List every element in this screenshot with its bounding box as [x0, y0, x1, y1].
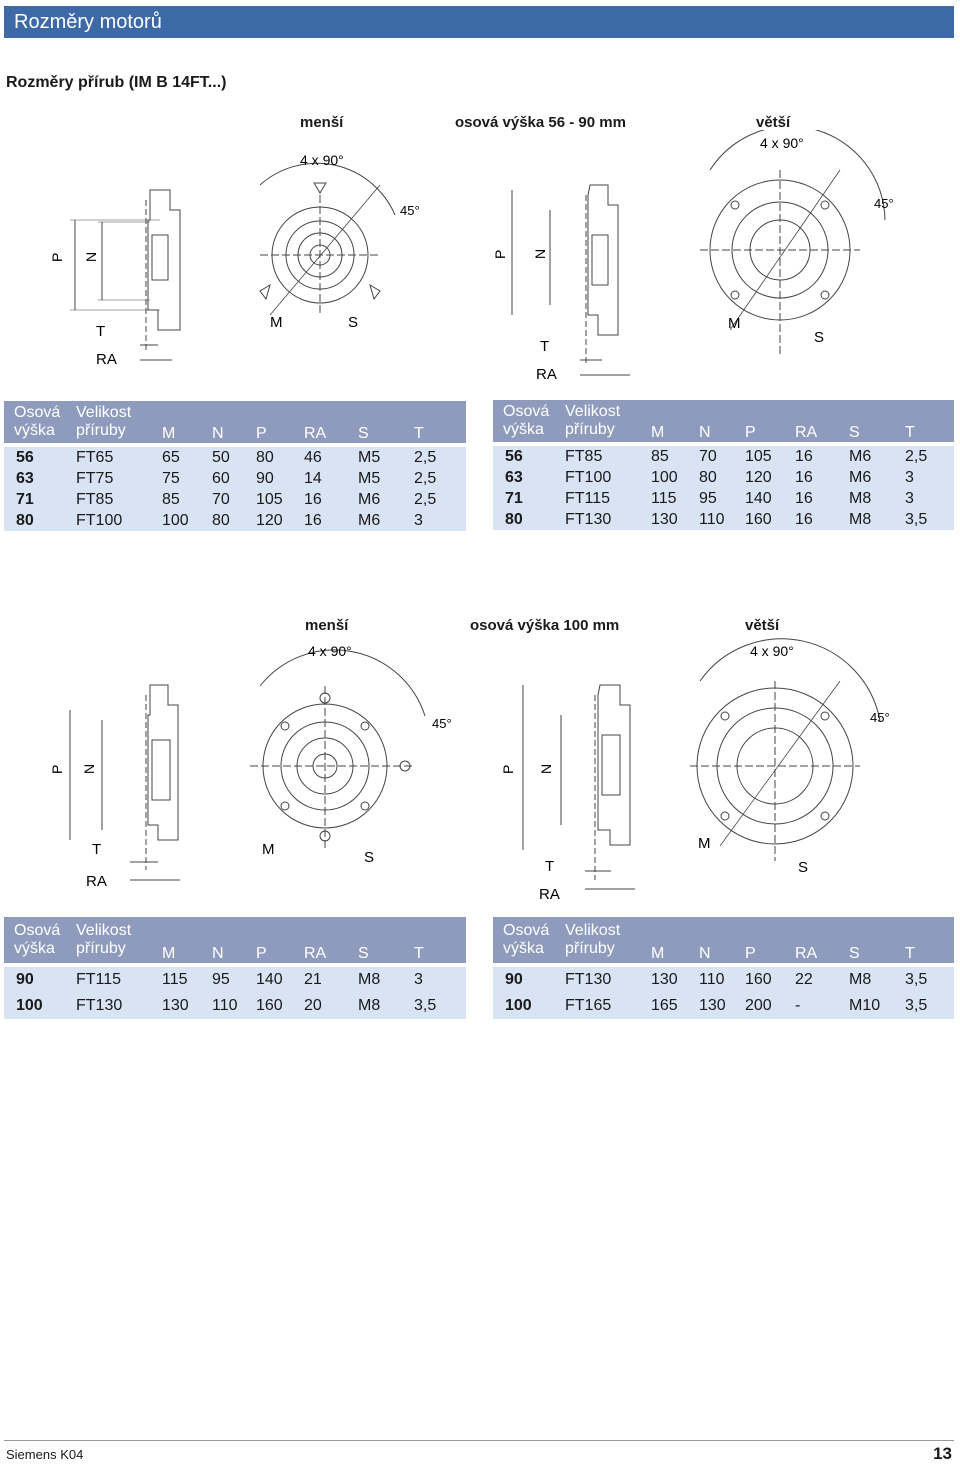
cell-value: 95 — [212, 971, 230, 988]
flange-side-drawing-small-2 — [40, 670, 220, 900]
col-header-m: M — [651, 945, 665, 962]
col-header-n: N — [212, 425, 224, 442]
col-header-flange: Velikost příruby — [565, 403, 621, 438]
cell-value: 16 — [795, 469, 813, 486]
dim-m-label: M — [270, 314, 283, 331]
dim-t-label: T — [96, 323, 106, 340]
table-row — [493, 446, 954, 467]
col-header-s: S — [358, 425, 369, 442]
cell-value: 120 — [745, 469, 772, 486]
dim-p-label: P — [492, 249, 508, 259]
dim-t-label: T — [545, 858, 555, 875]
cell-flange-size: FT100 — [565, 469, 612, 486]
dim-ra-label: RA — [536, 366, 557, 383]
col-header-t: T — [414, 945, 424, 962]
cell-value: - — [795, 997, 801, 1014]
table-row — [493, 488, 954, 509]
group2-smaller-label: menší — [305, 617, 349, 634]
col-header-s: S — [849, 424, 860, 441]
dim-table-body — [493, 442, 954, 530]
cell-value: M5 — [358, 470, 381, 487]
col-header-p: P — [256, 425, 267, 442]
cell-value: 22 — [795, 971, 813, 988]
cell-flange-size: FT130 — [76, 997, 123, 1014]
col-header-ra: RA — [795, 424, 818, 441]
cell-value: 2,5 — [414, 491, 437, 508]
flange-side-drawing-large-1 — [490, 165, 660, 390]
cell-value: 3,5 — [905, 511, 928, 528]
col-header-p: P — [256, 945, 267, 962]
cell-value: 110 — [212, 997, 238, 1014]
cell-flange-size: FT115 — [565, 490, 611, 507]
cell-value: M8 — [358, 971, 381, 988]
cell-value: 50 — [212, 449, 230, 466]
cell-value: 80 — [212, 512, 230, 529]
cell-value: 65 — [162, 449, 180, 466]
cell-flange-size: FT165 — [565, 997, 612, 1014]
cell-value: 3 — [414, 971, 423, 988]
cell-value: M8 — [358, 997, 381, 1014]
cell-value: M8 — [849, 511, 872, 528]
cell-value: 70 — [212, 491, 230, 508]
footer-publication: Siemens K04 — [6, 1447, 84, 1462]
dim-ra-label: RA — [539, 886, 560, 903]
col-header-m: M — [162, 945, 176, 962]
cell-value: M8 — [849, 971, 872, 988]
cell-value: 21 — [304, 971, 322, 988]
col-header-t: T — [905, 424, 915, 441]
table-row — [4, 447, 466, 468]
col-header-m: M — [162, 425, 176, 442]
cell-value: M5 — [358, 449, 381, 466]
table-row — [4, 993, 466, 1019]
cell-value: 75 — [162, 470, 180, 487]
cell-axis-height: 63 — [16, 470, 34, 487]
cell-axis-height: 90 — [505, 971, 523, 988]
col-header-ra: RA — [795, 945, 818, 962]
cell-value: 105 — [256, 491, 283, 508]
cell-value: 100 — [651, 469, 678, 486]
cell-value: 3,5 — [905, 971, 928, 988]
group2-larger-label: větší — [745, 617, 780, 634]
page-header — [4, 6, 954, 38]
cell-value: 3 — [414, 512, 423, 529]
col-header-ra: RA — [304, 425, 327, 442]
cell-value: 160 — [256, 997, 283, 1014]
col-header-n: N — [699, 424, 711, 441]
cell-value: 160 — [745, 511, 772, 528]
cell-flange-size: FT130 — [565, 511, 612, 528]
cell-value: 140 — [745, 490, 772, 507]
cell-value: 16 — [304, 491, 322, 508]
table-row — [4, 489, 466, 510]
cell-axis-height: 71 — [505, 490, 523, 507]
cell-value: 110 — [699, 971, 725, 988]
dim-t-label: T — [540, 338, 550, 355]
flange-front-drawing-large-2 — [680, 636, 895, 881]
cell-value: 100 — [162, 512, 189, 529]
dim-m-label: M — [728, 315, 741, 332]
cell-value: M6 — [849, 448, 872, 465]
dim-p-label: P — [500, 764, 516, 774]
dim-n-label: N — [81, 763, 97, 774]
holes-label: 4 x 90° — [308, 643, 352, 659]
cell-value: 16 — [795, 511, 813, 528]
dim-s-label: S — [364, 849, 375, 866]
cell-value: M8 — [849, 490, 872, 507]
cell-value: 16 — [795, 448, 813, 465]
col-header-p: P — [745, 945, 756, 962]
group1-larger-label: větší — [756, 114, 791, 131]
cell-value: 60 — [212, 470, 230, 487]
cell-value: 14 — [304, 470, 322, 487]
col-header-s: S — [849, 945, 860, 962]
dim-table-body — [493, 963, 954, 1019]
cell-value: 140 — [256, 971, 283, 988]
header-title: Rozměry motorů — [14, 11, 162, 33]
cell-value: 85 — [651, 448, 669, 465]
cell-value: 3,5 — [905, 997, 928, 1014]
cell-value: 2,5 — [905, 448, 928, 465]
dim-p-label: P — [49, 252, 65, 262]
table-row — [4, 468, 466, 489]
col-header-flange: Velikost příruby — [76, 922, 132, 957]
table-row — [493, 467, 954, 488]
cell-value: 95 — [699, 490, 717, 507]
angle-label: 45° — [432, 716, 452, 731]
group1-heading: osová výška 56 - 90 mm — [455, 114, 626, 131]
section-title: Rozměry přírub (IM B 14FT...) — [6, 74, 227, 91]
cell-value: M6 — [358, 491, 381, 508]
dim-s-label: S — [814, 329, 825, 346]
cell-value: 46 — [304, 449, 322, 466]
dim-table-body — [4, 443, 466, 531]
cell-value: 160 — [745, 971, 772, 988]
cell-flange-size: FT130 — [565, 971, 612, 988]
dim-ra-label: RA — [86, 873, 107, 890]
cell-value: 80 — [256, 449, 274, 466]
angle-label: 45° — [874, 196, 894, 211]
col-header-flange: Velikost příruby — [76, 404, 132, 439]
holes-label: 4 x 90° — [760, 135, 804, 151]
dim-p-label: P — [49, 764, 65, 774]
table-row — [493, 993, 954, 1019]
col-header-m: M — [651, 424, 665, 441]
holes-label: 4 x 90° — [300, 152, 344, 168]
dim-ra-label: RA — [96, 351, 117, 368]
cell-value: 90 — [256, 470, 274, 487]
flange-side-drawing-large-2 — [495, 675, 665, 905]
dim-m-label: M — [262, 841, 275, 858]
cell-axis-height: 100 — [16, 997, 43, 1014]
dim-t-label: T — [92, 841, 102, 858]
cell-value: M6 — [358, 512, 381, 529]
dim-n-label: N — [83, 251, 99, 262]
cell-flange-size: FT75 — [76, 470, 114, 487]
col-header-p: P — [745, 424, 756, 441]
table-row — [493, 509, 954, 530]
col-header-axis: Osová výška — [14, 404, 61, 439]
table-row — [4, 510, 466, 531]
cell-axis-height: 56 — [16, 449, 34, 466]
holes-label: 4 x 90° — [750, 643, 794, 659]
col-header-axis: Osová výška — [503, 922, 550, 957]
page-number: 13 — [933, 1444, 952, 1463]
cell-value: 200 — [745, 997, 772, 1014]
flange-front-drawing-large-1 — [690, 130, 900, 355]
cell-flange-size: FT85 — [565, 448, 603, 465]
cell-value: 2,5 — [414, 470, 437, 487]
dim-n-label: N — [538, 763, 554, 774]
cell-value: 115 — [162, 971, 188, 988]
cell-value: M6 — [849, 469, 872, 486]
col-header-t: T — [414, 425, 424, 442]
table-row — [493, 967, 954, 993]
dim-m-label: M — [698, 835, 711, 852]
table-row — [4, 967, 466, 993]
angle-label: 45° — [870, 710, 890, 725]
cell-value: 130 — [651, 971, 678, 988]
cell-flange-size: FT115 — [76, 971, 122, 988]
col-header-n: N — [699, 945, 711, 962]
cell-value: M10 — [849, 997, 881, 1014]
cell-flange-size: FT100 — [76, 512, 123, 529]
cell-value: 120 — [256, 512, 283, 529]
cell-axis-height: 71 — [16, 491, 34, 508]
cell-value: 3 — [905, 490, 914, 507]
dim-table-g1-left — [4, 401, 466, 531]
flange-front-drawing-small-1 — [240, 145, 440, 345]
dim-s-label: S — [348, 314, 359, 331]
angle-label: 45° — [400, 203, 420, 218]
cell-axis-height: 56 — [505, 448, 523, 465]
dim-table-g1-right — [493, 400, 954, 530]
footer-rule — [4, 1440, 954, 1441]
cell-value: 130 — [699, 997, 726, 1014]
dim-table-g2-right — [493, 917, 954, 1019]
cell-value: 3,5 — [414, 997, 437, 1014]
col-header-axis: Osová výška — [503, 403, 550, 438]
group1-smaller-label: menší — [300, 114, 344, 131]
cell-value: 2,5 — [414, 449, 437, 466]
cell-axis-height: 63 — [505, 469, 523, 486]
col-header-t: T — [905, 945, 915, 962]
flange-front-drawing-small-2 — [240, 636, 455, 866]
dim-s-label: S — [798, 859, 809, 876]
cell-axis-height: 90 — [16, 971, 34, 988]
cell-value: 20 — [304, 997, 322, 1014]
dim-n-label: N — [532, 248, 548, 259]
group2-heading: osová výška 100 mm — [470, 617, 620, 634]
cell-value: 130 — [651, 511, 678, 528]
cell-value: 110 — [699, 511, 725, 528]
col-header-s: S — [358, 945, 369, 962]
flange-side-drawing-small-1 — [40, 150, 220, 380]
cell-value: 70 — [699, 448, 717, 465]
cell-value: 115 — [651, 490, 677, 507]
cell-flange-size: FT65 — [76, 449, 114, 466]
cell-value: 80 — [699, 469, 717, 486]
col-header-axis: Osová výška — [14, 922, 61, 957]
cell-value: 16 — [795, 490, 813, 507]
cell-value: 3 — [905, 469, 914, 486]
cell-value: 165 — [651, 997, 678, 1014]
col-header-ra: RA — [304, 945, 327, 962]
cell-value: 16 — [304, 512, 322, 529]
col-header-n: N — [212, 945, 224, 962]
cell-axis-height: 100 — [505, 997, 532, 1014]
col-header-flange: Velikost příruby — [565, 922, 621, 957]
cell-axis-height: 80 — [16, 512, 34, 529]
cell-value: 85 — [162, 491, 180, 508]
cell-value: 130 — [162, 997, 189, 1014]
dim-table-body — [4, 963, 466, 1019]
dim-table-g2-left — [4, 917, 466, 1019]
cell-axis-height: 80 — [505, 511, 523, 528]
cell-value: 105 — [745, 448, 772, 465]
cell-flange-size: FT85 — [76, 491, 114, 508]
